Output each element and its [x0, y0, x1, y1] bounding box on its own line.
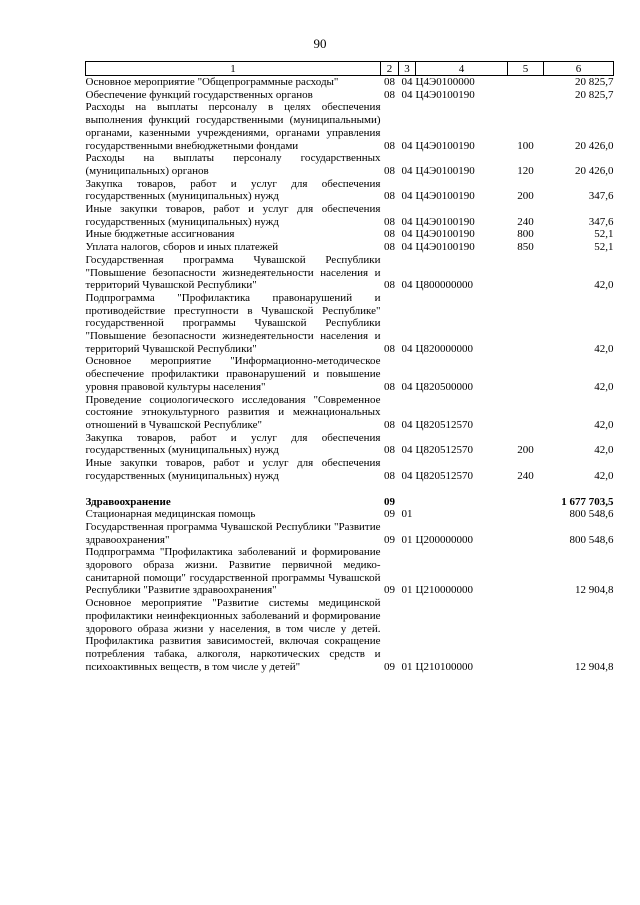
cell-target-article: Ц800000000 [415, 279, 473, 292]
table-row [86, 152, 614, 177]
cell-expense-type: 850 [517, 241, 534, 254]
cell-section: 08 [384, 380, 395, 393]
cell-subsection: 04 [401, 215, 413, 228]
column-header-name: 1 [86, 62, 381, 76]
cell-target-article: Ц210000000 [415, 584, 473, 597]
cell-name: Основное мероприятие "Развитие системы медицинской профилактики неинфекционных заболеваний и формирование здорового образа жизни у населения, в том числе у детей. Профилактика развития зависимостей, включая сокращение потребления табака, алкоголя, наркотических средств и психоактивных веществ, в том числе у детей" [85, 597, 381, 673]
cell-target-article: Ц820512570 [415, 469, 473, 482]
cell-subsection: 04 [401, 190, 413, 203]
table-row [86, 178, 614, 203]
cell-expense-type [508, 394, 544, 432]
cell-amount: 800 548,6 [569, 508, 614, 521]
cell-section: 08 [384, 469, 395, 482]
cell-name: Иные закупки товаров, работ и услуг для обеспечения государственных (муниципальных) нужд [85, 203, 381, 228]
column-header-amount: 6 [544, 62, 614, 76]
spacer-cell [86, 483, 614, 496]
cell-section: 08 [384, 228, 395, 241]
cell-name: Закупка товаров, работ и услуг для обеспечения государственных (муниципальных) нужд [85, 177, 381, 203]
cell-subsection: 04 [401, 241, 413, 254]
cell-amount: 42,0 [594, 279, 614, 292]
cell-section: 08 [384, 342, 395, 355]
cell-target-article: Ц4Э0100190 [415, 228, 475, 241]
table-body [86, 76, 614, 674]
cell-expense-type [508, 292, 544, 356]
table-header-row [86, 62, 614, 76]
column-header-subsection: 3 [399, 62, 416, 76]
cell-section: 09 [384, 533, 395, 546]
cell-subsection [399, 496, 416, 509]
cell-name: Подпрограмма "Профилактика заболеваний и формирование здорового образа жизни. Развитие первичной медико-санитарной помощи" государственной программы Чувашской Республики "Развитие здравоохранения" [85, 546, 381, 597]
cell-target-article: Ц200000000 [415, 533, 473, 546]
column-header-expense-type: 5 [508, 62, 544, 76]
cell-section: 08 [384, 241, 395, 254]
cell-expense-type [508, 76, 544, 89]
cell-name: Проведение социологического исследования "Современное состояние этнокультурного развития и межнациональных отношений в Чувашской Республике" [85, 393, 381, 431]
cell-name: Стационарная медицинская помощь [85, 508, 256, 521]
cell-target-article: Ц820512570 [415, 444, 473, 457]
cell-target-article: Ц4Э0100190 [415, 164, 475, 177]
table-row [86, 508, 614, 521]
cell-name: Государственная программа Чувашской Республики "Развитие здравоохранения" [85, 520, 381, 546]
cell-name: Подпрограмма "Профилактика правонарушений и противодействие преступности в Чувашской Республике" государственной программы Чувашской Республики "Повышение безопасности жизнедеятельности населения и территорий Чувашской Республики" [85, 291, 381, 355]
table-row [86, 76, 614, 89]
cell-amount: 42,0 [594, 342, 614, 355]
cell-subsection: 04 [401, 342, 413, 355]
cell-section: 09 [384, 495, 395, 508]
cell-section: 08 [384, 139, 395, 152]
cell-name: Расходы на выплаты персоналу государственных (муниципальных) органов [85, 152, 381, 177]
cell-target-article [416, 508, 508, 521]
table-row [86, 292, 614, 356]
cell-section: 09 [384, 508, 395, 521]
cell-subsection: 04 [401, 444, 413, 457]
cell-name: Расходы на выплаты персоналу в целях обеспечения выполнения функций государственными (муниципальными) органами, казенными учреждениями, органами управления государственными внебюджетными фондами [85, 101, 381, 152]
cell-name: Иные закупки товаров, работ и услуг для обеспечения государственных (муниципальных) нужд [85, 457, 381, 482]
table-row [86, 101, 614, 152]
cell-expense-type: 200 [517, 444, 534, 457]
cell-expense-type [508, 355, 544, 393]
cell-amount: 52,1 [594, 228, 614, 241]
cell-amount: 347,6 [588, 215, 614, 228]
cell-target-article: Ц4Э0100190 [415, 139, 475, 152]
cell-expense-type [508, 546, 544, 597]
cell-target-article: Ц210100000 [415, 660, 473, 673]
cell-amount: 20 825,7 [575, 88, 614, 101]
cell-target-article: Ц820000000 [415, 342, 473, 355]
cell-subsection: 04 [401, 88, 413, 101]
cell-expense-type [508, 254, 544, 292]
table-row [86, 394, 614, 432]
cell-expense-type [508, 521, 544, 546]
cell-section: 08 [384, 279, 395, 292]
cell-expense-type: 800 [517, 228, 534, 241]
cell-amount: 52,1 [594, 241, 614, 254]
column-header-section: 2 [381, 62, 399, 76]
cell-target-article: Ц820512570 [415, 418, 473, 431]
cell-subsection: 04 [401, 279, 413, 292]
cell-section: 08 [384, 164, 395, 177]
table-spacer-row [86, 483, 614, 496]
cell-amount: 12 904,8 [575, 584, 614, 597]
cell-section: 08 [384, 444, 395, 457]
cell-subsection: 04 [401, 228, 413, 241]
cell-section: 09 [384, 584, 395, 597]
cell-subsection: 04 [401, 380, 413, 393]
cell-section: 08 [384, 190, 395, 203]
budget-table [85, 61, 614, 673]
cell-target-article: Ц4Э0100190 [415, 88, 475, 101]
cell-subsection: 01 [401, 584, 413, 597]
cell-target-article: Ц4Э0100190 [415, 215, 475, 228]
table-row [86, 496, 614, 509]
cell-subsection: 04 [401, 164, 413, 177]
cell-name: Государственная программа Чувашской Республики "Повышение безопасности жизнедеятельности населения и территорий Чувашской Республики" [85, 253, 381, 292]
table-row [86, 457, 614, 482]
cell-amount: 42,0 [594, 418, 614, 431]
cell-amount: 42,0 [594, 444, 614, 457]
cell-section: 09 [384, 660, 395, 673]
cell-expense-type: 120 [517, 164, 534, 177]
cell-expense-type [508, 597, 544, 673]
cell-amount: 20 426,0 [575, 139, 614, 152]
table-row [86, 203, 614, 228]
table-row [86, 254, 614, 292]
cell-name: Обеспечение функций государственных органов [85, 88, 313, 101]
cell-name: Закупка товаров, работ и услуг для обеспечения государственных (муниципальных) нужд [85, 431, 381, 457]
column-header-target-article: 4 [416, 62, 508, 76]
cell-expense-type [508, 89, 544, 102]
cell-expense-type: 240 [517, 469, 534, 482]
cell-subsection: 04 [401, 469, 413, 482]
cell-amount: 20 825,7 [575, 76, 614, 88]
cell-subsection: 01 [401, 508, 413, 521]
cell-expense-type: 200 [517, 190, 534, 203]
table-row [86, 597, 614, 673]
cell-target-article: Ц820500000 [415, 380, 473, 393]
cell-target-article [416, 496, 508, 509]
cell-amount: 12 904,8 [575, 660, 614, 673]
table-row [86, 546, 614, 597]
cell-section: 08 [384, 88, 395, 101]
cell-name: Здравоохранение [85, 495, 171, 508]
cell-amount: 347,6 [588, 190, 614, 203]
cell-expense-type: 240 [517, 215, 534, 228]
cell-amount: 20 426,0 [575, 164, 614, 177]
cell-amount: 42,0 [594, 469, 614, 482]
page-number: 90 [313, 36, 327, 51]
cell-target-article: Ц4Э0100000 [415, 76, 475, 88]
cell-name: Уплата налогов, сборов и иных платежей [85, 241, 279, 254]
cell-section: 08 [384, 418, 395, 431]
table-row [86, 89, 614, 102]
cell-name: Основное мероприятие "Информационно-методическое обеспечение профилактики правонарушений и повышение уровня правовой культуры населения" [85, 355, 381, 393]
table-row [86, 432, 614, 457]
cell-subsection: 04 [401, 139, 413, 152]
cell-target-article: Ц4Э0100190 [415, 241, 475, 254]
table-row [86, 355, 614, 393]
cell-subsection: 04 [401, 418, 413, 431]
cell-subsection: 04 [401, 76, 413, 88]
cell-amount: 1 677 703,5 [561, 495, 614, 508]
cell-expense-type: 100 [517, 139, 534, 152]
cell-name: Основное мероприятие "Общепрограммные расходы" [85, 76, 339, 88]
table-row [86, 228, 614, 241]
cell-target-article: Ц4Э0100190 [415, 190, 475, 203]
cell-amount: 800 548,6 [569, 533, 614, 546]
table-row [86, 241, 614, 254]
cell-subsection: 01 [401, 660, 413, 673]
cell-name: Иные бюджетные ассигнования [85, 228, 235, 241]
cell-expense-type [508, 508, 544, 521]
cell-amount: 42,0 [594, 380, 614, 393]
cell-expense-type [508, 496, 544, 509]
cell-subsection: 01 [401, 533, 413, 546]
cell-section: 08 [384, 215, 395, 228]
cell-section: 08 [384, 76, 395, 88]
table-row [86, 521, 614, 546]
